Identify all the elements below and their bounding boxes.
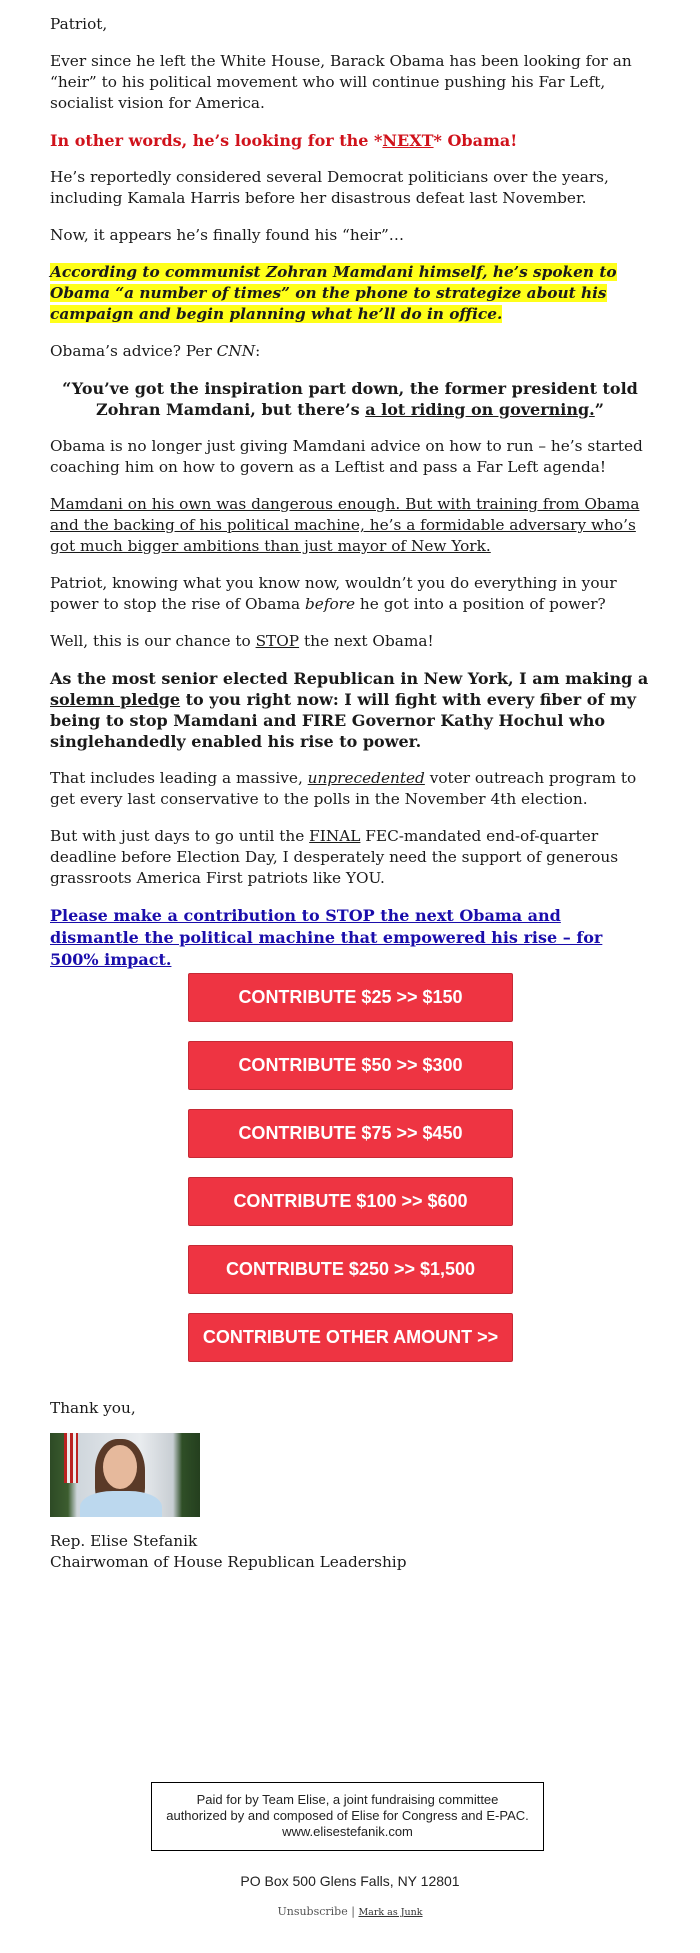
advice-colon: : [255,342,261,360]
signature [50,1398,407,1573]
paragraph-knowing [50,573,650,615]
text: That includes leading a massive, [50,769,308,787]
photo-shirt [80,1491,162,1517]
unsubscribe-bar [0,1905,700,1918]
text: voter outreach program to get every last conservative to the polls in the November 4th election. [50,769,637,808]
paragraph-advice [50,341,650,362]
highlighted-text: According to communist Zohran Mamdani himself, he’s spoken to Obama “a number of times” on the phone to strategize about his campaign and begin planning what he’ll do in office. [50,263,617,323]
paragraph-found-heir: Now, it appears he’s finally found his “heir”… [50,226,405,244]
unprecedented: unprecedented [307,769,425,787]
text: As the most senior elected Republican in New York, I am making a [50,669,649,688]
quote-text: “You’ve got the inspiration part down, the former president told Zohran Mamdani, but there’s [62,379,638,419]
paragraph-stop [50,631,650,652]
text: FEC-mandated end-of-quarter deadline before Election Day, I desperately need the support of generous grassroots America First patriots like YOU. [50,827,619,887]
paragraph-coaching: Obama is no longer just giving Mamdani advice on how to run – he’s started coaching him on how to govern as a Leftist and pass a Far Left agenda! [50,437,643,476]
contribute-other-button[interactable]: CONTRIBUTE OTHER AMOUNT >> [188,1313,513,1362]
headline-next: NEXT [382,131,434,150]
text: Patriot, knowing what you know now, wouldn’t you do everything in your power to stop the rise of Obama [50,574,617,613]
cta-paragraph [50,905,650,971]
disclaimer-box: Paid for by Team Elise, a joint fundraising committee authorized by and composed of Elise for Congress and E-PAC. www.elisestefanik.com [151,1782,544,1851]
greeting: Patriot, [50,15,108,33]
quote-underlined: a lot riding on governing. [365,400,595,419]
paragraph-deadline [50,826,650,889]
headline-text-end: * Obama! [433,131,518,150]
cnn-source: CNN [216,342,256,360]
mailing-address: PO Box 500 Glens Falls, NY 12801 [240,1873,460,1889]
mark-as-junk-link[interactable]: Mark as Junk [358,1907,423,1918]
contribute-link[interactable]: Please make a contribution to STOP the next Obama and dismantle the political machine that empowered his rise – for 500% impact. [50,906,603,969]
headline-text: In other words, he’s looking for the * [50,131,383,150]
text: But with just days to go until the [50,827,310,845]
paragraph-considered: He’s reportedly considered several Democrat politicians over the years, including Kamala Harris before her disastrous defeat last November. [50,168,609,207]
advice-text: Obama’s advice? Per [50,342,217,360]
obama-quote [50,378,650,420]
contribute-75-button[interactable]: CONTRIBUTE $75 >> $450 [188,1109,513,1158]
stop-underlined: STOP [255,632,300,650]
paragraph-dangerous: Mamdani on his own was dangerous enough. But with training from Obama and the backing of his political machine, he’s a formidable adversary who’s got much bigger ambitions than just mayor of New York. [50,495,640,555]
contribution-buttons [188,973,513,1381]
text: to you right now: I will fight with every fiber of my being to stop Mamdani and FIRE Governor Kathy Hochul who singlehandedly enabled his rise to power. [50,690,637,751]
signer-name: Rep. Elise Stefanik [50,1532,198,1550]
solemn-pledge: solemn pledge [50,690,181,709]
unsubscribe-link[interactable]: Unsubscribe [277,1905,348,1918]
quote-close: ” [594,400,604,419]
emphasis: before [304,595,356,613]
photo-face [103,1445,137,1489]
contribute-100-button[interactable]: CONTRIBUTE $100 >> $600 [188,1177,513,1226]
paragraph-outreach [50,768,650,810]
flag-image [64,1433,78,1483]
highlighted-paragraph [50,262,650,325]
final-underlined: FINAL [309,827,361,845]
contribute-25-button[interactable]: CONTRIBUTE $25 >> $150 [188,973,513,1022]
signer-photo [50,1433,200,1517]
separator: | [351,1905,355,1918]
paragraph-pledge [50,668,650,752]
next-obama-headline [50,130,650,151]
paragraph-heir: Ever since he left the White House, Barack Obama has been looking for an “heir” to his political movement who will continue pushing his Far Left, socialist vision for America. [50,52,632,112]
closing: Thank you, [50,1399,136,1417]
text: the next Obama! [299,632,434,650]
contribute-50-button[interactable]: CONTRIBUTE $50 >> $300 [188,1041,513,1090]
text: he got into a position of power? [355,595,606,613]
signer-title: Chairwoman of House Republican Leadership [50,1553,407,1571]
text: Well, this is our chance to [50,632,256,650]
email-body [50,14,650,987]
contribute-250-button[interactable]: CONTRIBUTE $250 >> $1,500 [188,1245,513,1294]
